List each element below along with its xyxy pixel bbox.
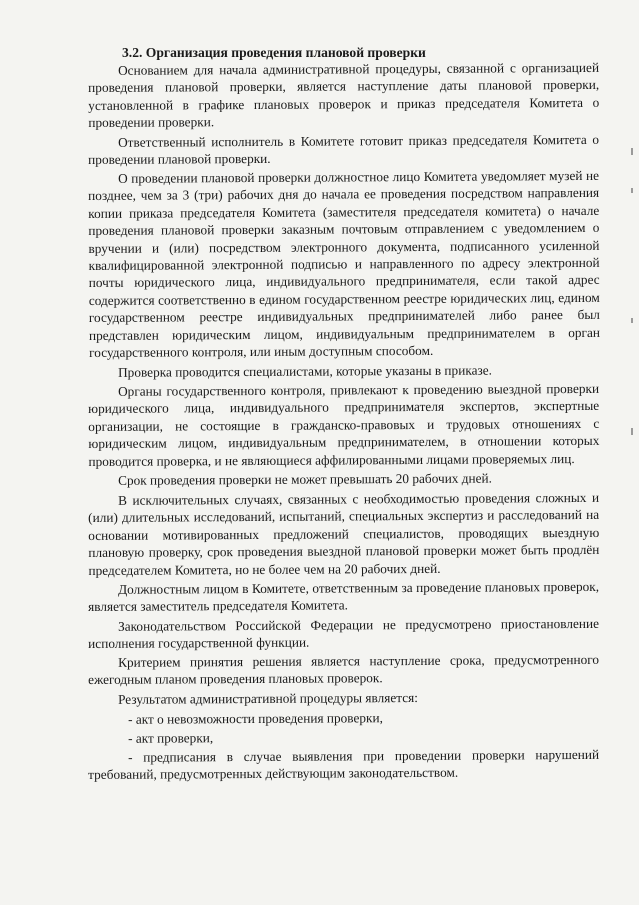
scan-margin-mark xyxy=(631,428,633,435)
scan-margin-mark xyxy=(631,318,633,323)
result-item-inspection-act: - акт проверки, xyxy=(128,730,214,746)
paragraph-duration: Срок проведения проверки не может превышать 20 рабочих дней. xyxy=(118,470,493,489)
paragraph-result-intro: Результатом административной процедуры является: xyxy=(118,690,418,708)
paragraph-criterion: Критерием принятия решения является наступление срока, предусмотренного ежегодным планом проведения плановых проверок. xyxy=(88,652,600,688)
paragraph-responsible-executor: Ответственный исполнитель в Комитете готовит приказ председателя Комитета о проведении плановой проверки. xyxy=(88,131,600,168)
paragraph-specialists: Проверка проводится специалистами, которые указаны в приказе. xyxy=(118,362,492,380)
paragraph-official: Должностным лицом в Комитете, ответственным за проведение плановых проверок, является заместитель председателя Комитета. xyxy=(88,578,600,615)
result-item-impossibility-act: - акт о невозможности проведения проверки, xyxy=(128,709,383,727)
result-item-prescriptions: - предписания в случае выявления при проведении проверки нарушений требований, предусмотренных действующим законодательством. xyxy=(88,747,600,783)
paragraph-suspension: Законодательством Российской Федерации не предусмотрено приостановление исполнения государственной функции. xyxy=(88,615,600,651)
scan-margin-mark xyxy=(631,188,633,193)
paragraph-notification: О проведении плановой проверки должностное лицо Комитета уведомляет музей не позднее, чем за 3 (три) рабочих дня до начала ее проведения посредством направления копии приказа председателя Комитета (заместителя председателя комитета) о начале проведения плановой проверки заказным почтовым отправлением с уведомлением о вручении и (или) посредством электронного документа, подписанного усиленной квалифицированной электронной подписью и направленного по адресу электронной почты юридического лица, индивидуального предпринимателя, если такой адрес содержится соответственно в едином государственном реестре юридических лиц, едином государственном реестре индивидуальных предпринимателей либо ранее был представлен юридическим лицом, индивидуальным предпринимателем в орган государственного контроля, или иным доступным способом. xyxy=(88,168,601,361)
paragraph-extension: В исключительных случаях, связанных с необходимостью проведения сложных и (или) длительных исследований, испытаний, специальных экспертиз и расследований на основании мотивированных предложений специалистов, проводящих выездную плановую проверку, срок проведения выездной плановой проверки может быть продлён председателем Комитета, но не более чем на 20 рабочих дней. xyxy=(88,489,600,578)
section-heading: 3.2. Организация проведения плановой проверки xyxy=(122,45,426,60)
scan-margin-mark xyxy=(631,148,633,155)
paragraph-experts: Органы государственного контроля, привлекают к проведению выездной проверки юридического лица, индивидуального предпринимателя экспертов, экспертные организации, не состоящие в гражданско-правовых и трудовых отношениях с юридическим лицом, индивидуальным предпринимателем, в отношении которых проводится проверка, и не являющиеся аффилированными лицами проверяемых лиц. xyxy=(88,381,600,469)
paragraph-basis: Основанием для начала административной процедуры, связанной с организацией проведения плановой проверки, является наступление даты плановой проверки, установленной в графике плановых проверок и приказ председателя Комитета о проведении проверки. xyxy=(88,59,600,131)
